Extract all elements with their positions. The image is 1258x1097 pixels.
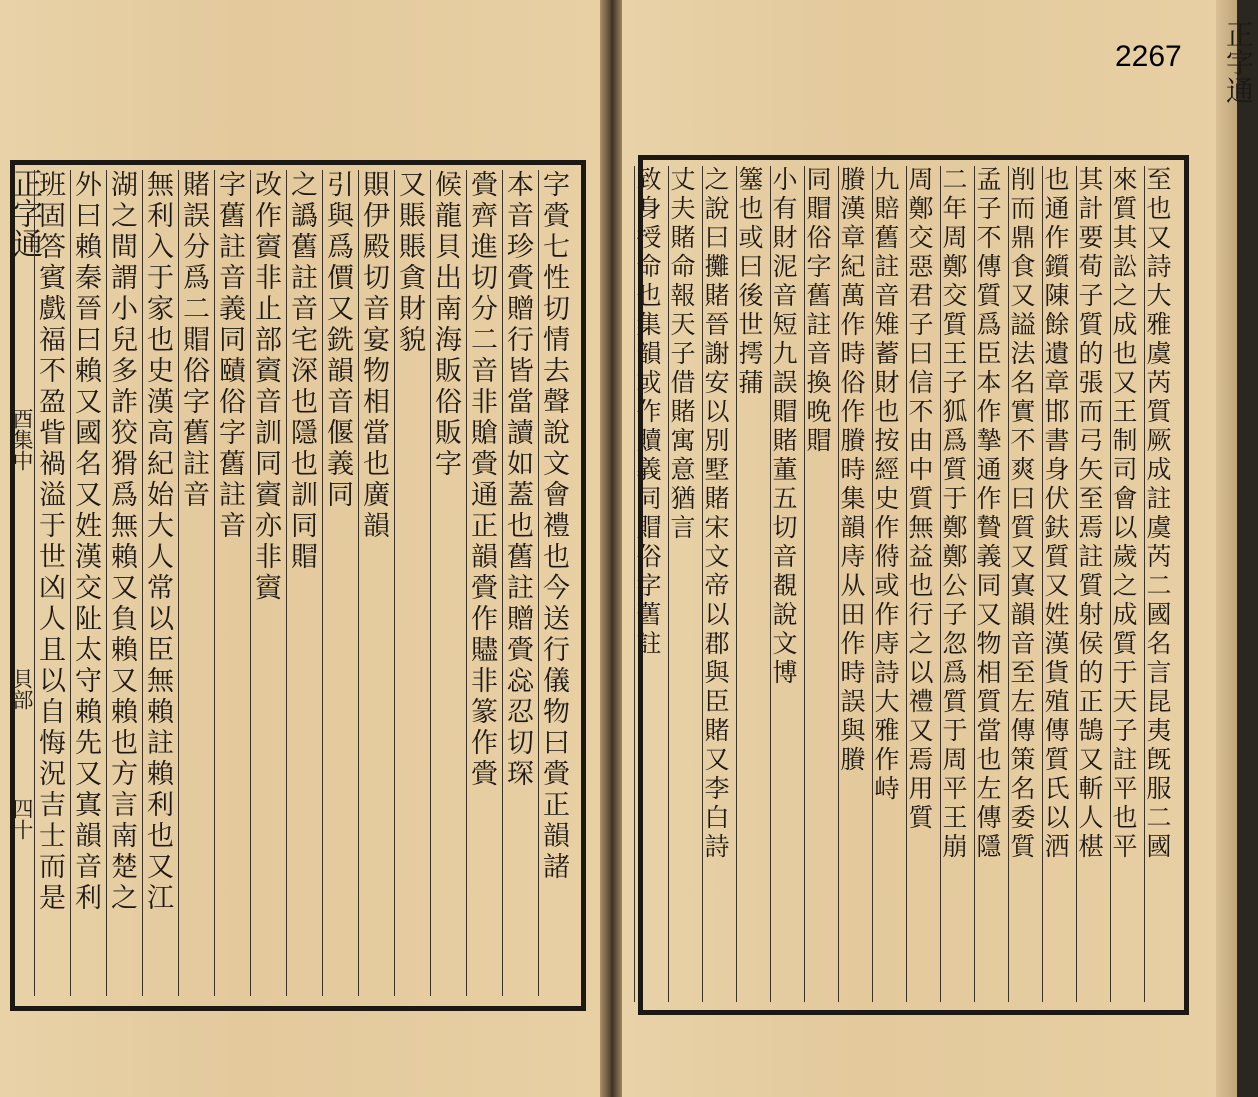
text-column: 周鄭交惡君子曰信不由中質無益也行之以禮又焉用質 [906,166,940,1002]
text-column: 孟子不傳質爲臣本作摯通作贄義同又物相質當也左傳隱 [974,166,1008,1002]
text-column: 九賠舊註音雉蓄財也按經史作偫或作庤詩大雅作峙 [872,166,906,1002]
text-column: 賭誤分爲二賵俗字舊註音 [178,170,214,996]
text-column: 字賫七性切情去聲說文會禮也今送行儀物曰賫正韻諸 [538,170,574,996]
text-column: 改作賨非止部賨音訓同賨亦非賨 [250,170,286,996]
banxin-title: 正字通 [7,168,42,258]
text-column: 又賬賬貪財貌 [394,170,430,996]
text-column: 也通作鑕陳餘遺章邯書身伏鈇質又姓漢貨殖傳質氏以洒 [1042,166,1076,1002]
text-column: 賫齊進切分二音非賶賫通正韻賫作贐非篆作賫 [466,170,502,996]
text-column: 候龍貝出南海販俗販字 [430,170,466,996]
text-column: 致身授命也集韻或作贖義同賵俗字舊註 [634,166,668,1002]
text-column: 湖之間謂小兒多詐狡猾爲無賴又負賴又賴也方言南楚之 [106,170,142,996]
banxin-folio: 四十 [10,798,34,840]
text-column: 之譌舊註音宅深也隱也訓同賵 [286,170,322,996]
text-column: 簺也或曰後世摴蒱 [736,166,770,1002]
text-column: 無利入于家也史漢高紀始大人常以臣無賴註賴利也又江 [142,170,178,996]
text-column: 引與爲價又銑韻音偃義同 [322,170,358,996]
text-column: 其計要荀子質的張而弓矢至焉註質射侯的正鵠又斬人椹 [1076,166,1110,1002]
text-column: 削而鼎食又謚法名實不爽曰質又寘韻音至左傳策名委質 [1008,166,1042,1002]
edge-title: 正字通 [1222,20,1255,104]
page-number: 2267 [1115,40,1182,73]
text-column: 小有財泥音短九誤賵賭董五切音覩說文博 [770,166,804,1002]
banxin-radical: 貝部 [10,668,34,710]
text-column: 字舊註音義同賾俗字舊註音 [214,170,250,996]
book-gutter [600,0,622,1097]
text-column: 賏伊殿切音宴物相當也廣韻 [358,170,394,996]
text-column: 來質其訟之成也又王制司會以歲之成質于天子註平也平 [1110,166,1144,1002]
text-column: 之說曰攤賭晉謝安以別墅賭宋文帝以郡與臣賭又李白詩 [702,166,736,1002]
text-column: 至也又詩大雅虞芮質厥成註虞芮二國名言昆夷旣服二國 [1144,166,1178,1002]
right-text-columns [633,166,1178,1002]
text-column: 外曰賴秦晉曰賴又國名又姓漢交阯太守賴先又寘韻音利 [70,170,106,996]
text-column: 班固答賓戲福不盈眥禍溢于世凶人且以自悔況吉士而是 [34,170,70,996]
right-page-edge [1216,0,1237,1097]
text-column: 同賵俗字舊註音換晚賵 [804,166,838,1002]
text-column: 本音珍賫贈行皆當讀如蓋也舊註贈賫惢忍切琛 [502,170,538,996]
text-column: 丈夫賭命報天子借賭寓意猶言 [668,166,702,1002]
banxin-section: 酉集中 [10,408,34,471]
text-column: 二年周鄭交質王子狐爲質于鄭鄭公子忽爲質于周平王崩 [940,166,974,1002]
left-text-columns [34,170,574,996]
text-column: 賸漢章紀萬作時俗作賸時集韻庤从田作時誤與賸 [838,166,872,1002]
